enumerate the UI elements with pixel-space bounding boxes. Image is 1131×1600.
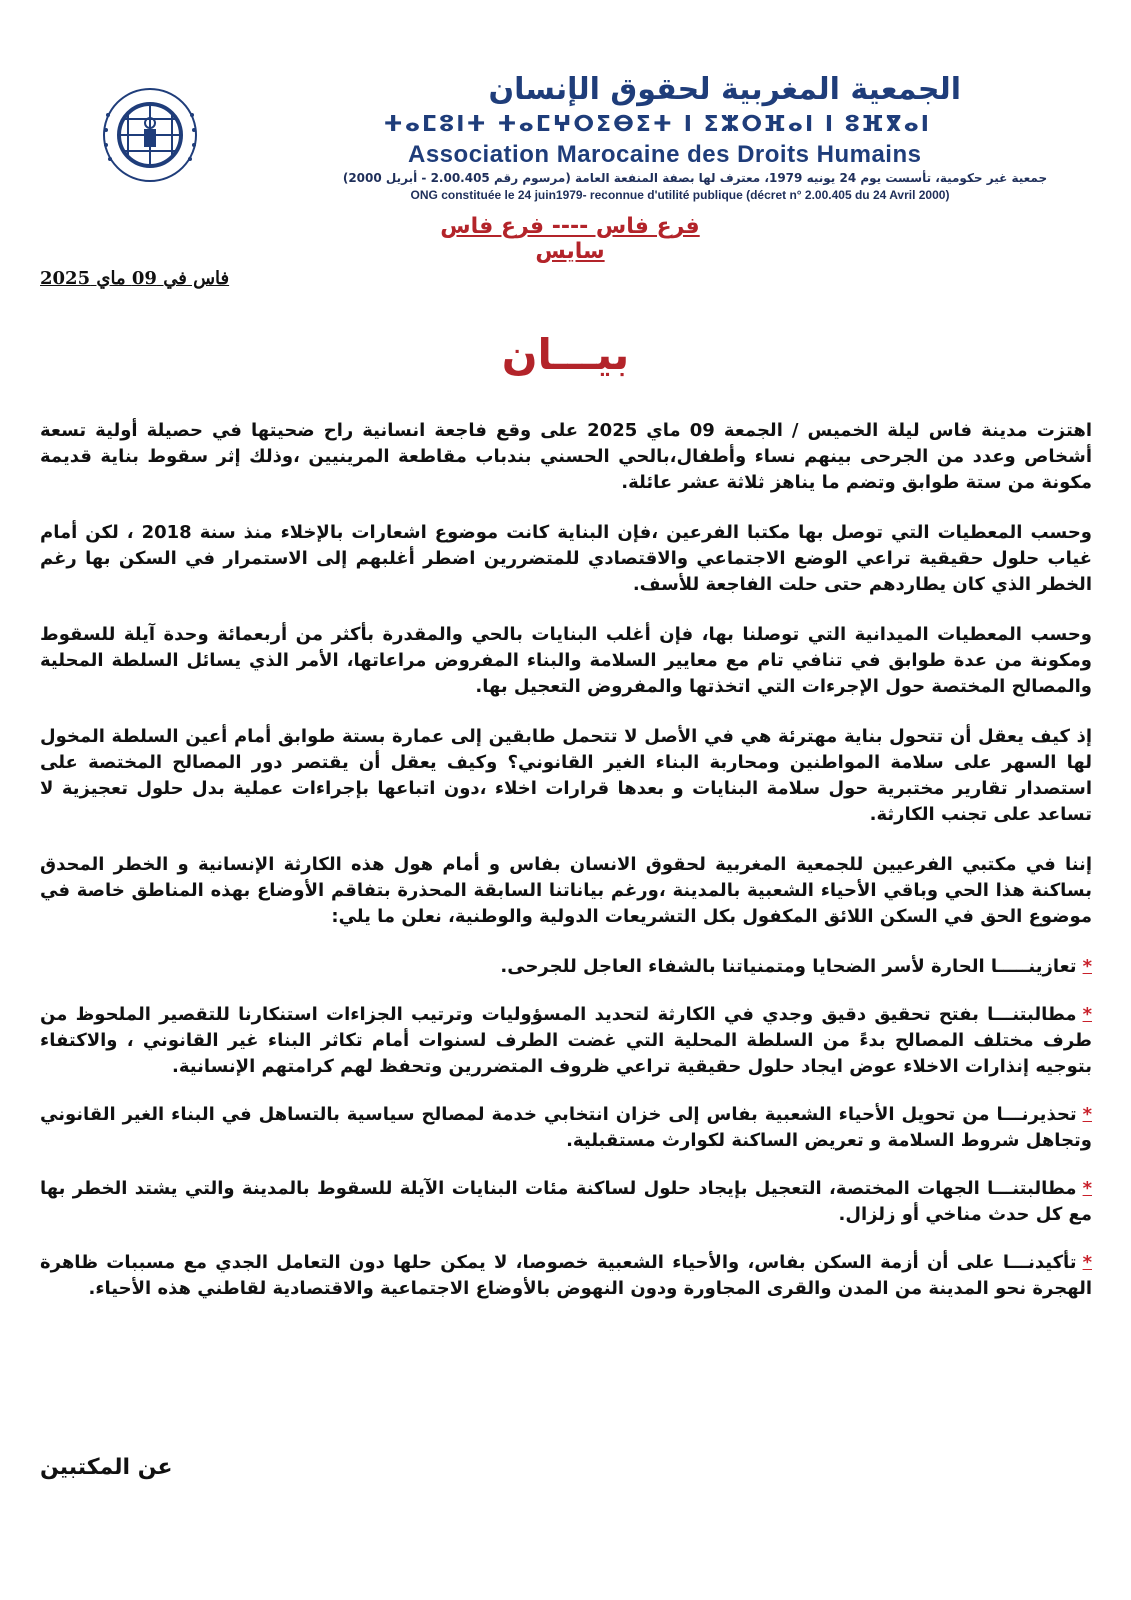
asterisk-icon: * xyxy=(1082,1252,1092,1273)
document-title: بيـــان xyxy=(501,330,630,379)
asterisk-icon: * xyxy=(1082,1178,1092,1199)
legal-status-arabic: جمعية غير حكومية، تأسست يوم 24 يونيه 1979، معترف لها بصفة المنفعة العامة (مرسوم رقم 2.00.405 - أبريل 2000) xyxy=(342,171,1048,185)
asterisk-icon: * xyxy=(1082,1104,1092,1125)
legal-status-french: ONG constituée le 24 juin1979- reconnue d'utilité publique (décret n° 2.00.405 du 24 Avril 2000) xyxy=(410,188,950,202)
point-demand xyxy=(40,1176,1092,1228)
org-name-tifinagh: ⵜⴰⵎⵓⵏⵜ ⵜⴰⵎⵖⵔⵉⴱⵉⵜ ⵏ ⵉⵣⵔⴼⴰⵏ ⵏ ⵓⴼⴳⴰⵏ xyxy=(383,112,931,137)
org-name-arabic: الجمعية المغربية لحقوق الإنسان xyxy=(488,72,961,107)
paragraph-declaration: إننا في مكتبي الفرعيين للجمعية المغربية لحقوق الانسان بفاس و أمام هول هذه الكارثة الإنسانية و الخطر المحدق بساكنة هذا الحي وباقي الأحياء الشعبية بالمدينة ،ورغم بياناتنا السابقة المحذرة بتفاقم الأوضاع بهذه المناطق خاصة في موضوع الحق في السكن اللائق المكفول بكل التشريعات الدولية والوطنية، نعلن ما يلي: xyxy=(40,854,1092,927)
paragraph-data: وحسب المعطيات التي توصل بها مكتبا الفرعين ،فإن البناية كانت موضوع اشعارات بالإخلاء منذ سنة 2018 ، لكن أمام غياب حلول حقيقية تراعي الوضع الاجتماعي والاقتصادي للمتضررين اضطر أغلبهم إلى الاستمرار في السكن بها رغم الخطر الذي كان يطاردهم حتى حلت الفاجعة للأسف. xyxy=(40,522,1092,595)
point-text: تعازينـــــا الحارة لأسر الضحايا ومتمنياتنا بالشفاء العاجل للجرحى. xyxy=(500,956,1077,977)
paragraph-field-data: وحسب المعطيات الميدانية التي توصلنا بها، فإن أغلب البنايات بالحي والمقدرة بأكثر من أربعمائة وحدة آيلة للسقوط ومكونة من عدة طوابق في تنافي تام مع معايير السلامة والبناء المفروض مراعاتها، الأمر الذي يسائل السلطة المحلية والمصالح المختصة حول الإجرءات التي اتخذتها والمفروض التعجيل بها. xyxy=(40,624,1092,697)
signature: عن المكتبين xyxy=(40,1455,173,1480)
paragraph-question: إذ كيف يعقل أن تتحول بناية مهترئة هي في الأصل لا تتحمل طابقين إلى عمارة بستة طوابق أمام أعين السلطة المخول لها السهر على سلامة المواطنين ومحاربة البناء الغير القانوني؟ وكيف يعقل أن يقتصر دور المصالح المختصة على استصدار تقارير مختبرية حول سلامة البنايات و بعدها قرارات اخلاء ،دون اتباعها بإجراءات عملية بدل حلول تعجيزية لا تساعد على تجنب الكارثة. xyxy=(40,726,1092,825)
paragraph-intro: اهتزت مدينة فاس ليلة الخميس / الجمعة 09 ماي 2025 على وقع فاجعة انسانية راح ضحيتها في حصيلة أولية تسعة أشخاص وعدد من الجرحى بينهم نساء وأطفال،بالحي الحسني بندباب مقاطعة المرينيين ،وذلك إثر سقوط بناية قديمة مكونة من ستة طوابق وتضم ما يناهز ثلاثة عشر عائلة. xyxy=(40,420,1092,493)
point-investigation xyxy=(40,1002,1092,1080)
date-line: فاس في 09 ماي 2025 xyxy=(40,268,230,289)
asterisk-icon: * xyxy=(1082,956,1092,977)
statement-body xyxy=(40,418,1092,1324)
point-condolences xyxy=(40,954,1092,980)
point-warning xyxy=(40,1102,1092,1154)
point-text: مطالبتنـــا الجهات المختصة، التعجيل بإيجاد حلول لساكنة مئات البنايات الآيلة للسقوط بالمدينة والتي يشتد الخطر بها مع كل حدث مناخي أو زلزال. xyxy=(40,1178,1092,1225)
asterisk-icon: * xyxy=(1082,1004,1092,1025)
org-name-french: Association Marocaine des Droits Humains xyxy=(408,141,922,168)
point-text: تحذيرنـــا من تحويل الأحياء الشعبية بفاس إلى خزان انتخابي خدمة لمصالح سياسية بالتساهل في البناء الغير القانوني وتجاهل شروط السلامة و تعريض الساكنة لكوارث مستقبلية. xyxy=(40,1104,1092,1151)
point-text: مطالبتنـــا بفتح تحقيق دقيق وجدي في الكارثة لتحديد المسؤوليات وترتيب الجزاءات استنكارنا للتقصير الملحوظ من طرف مختلف المصالح بدءً من السلطة المحلية التي غضت الطرف لسنوات أمام تكاثر البناء غير القانوني ، والاكتفاء بتوجيه إنذارات الاخلاء عوض ايجاد حلول حقيقية تراعي ظروف المتضررين وتحفظ لهم كرامتهم الإنسانية. xyxy=(40,1004,1092,1077)
branch-name: فرع فاس ---- فرع فاس سايس xyxy=(440,214,700,264)
letterhead xyxy=(0,0,1131,264)
amdh-logo-icon xyxy=(70,85,230,185)
point-text: تأكيدنـــا على أن أزمة السكن بفاس، والأحياء الشعبية خصوصا، لا يمكن حلها دون التعامل الجدي مع مسببات ظاهرة الهجرة نحو المدينة من المدن والقرى المجاورة ودون النهوض بالأوضاع الاجتماعية والاقتصادية لقاطني هذه الأحياء. xyxy=(40,1252,1092,1299)
point-affirmation xyxy=(40,1250,1092,1302)
